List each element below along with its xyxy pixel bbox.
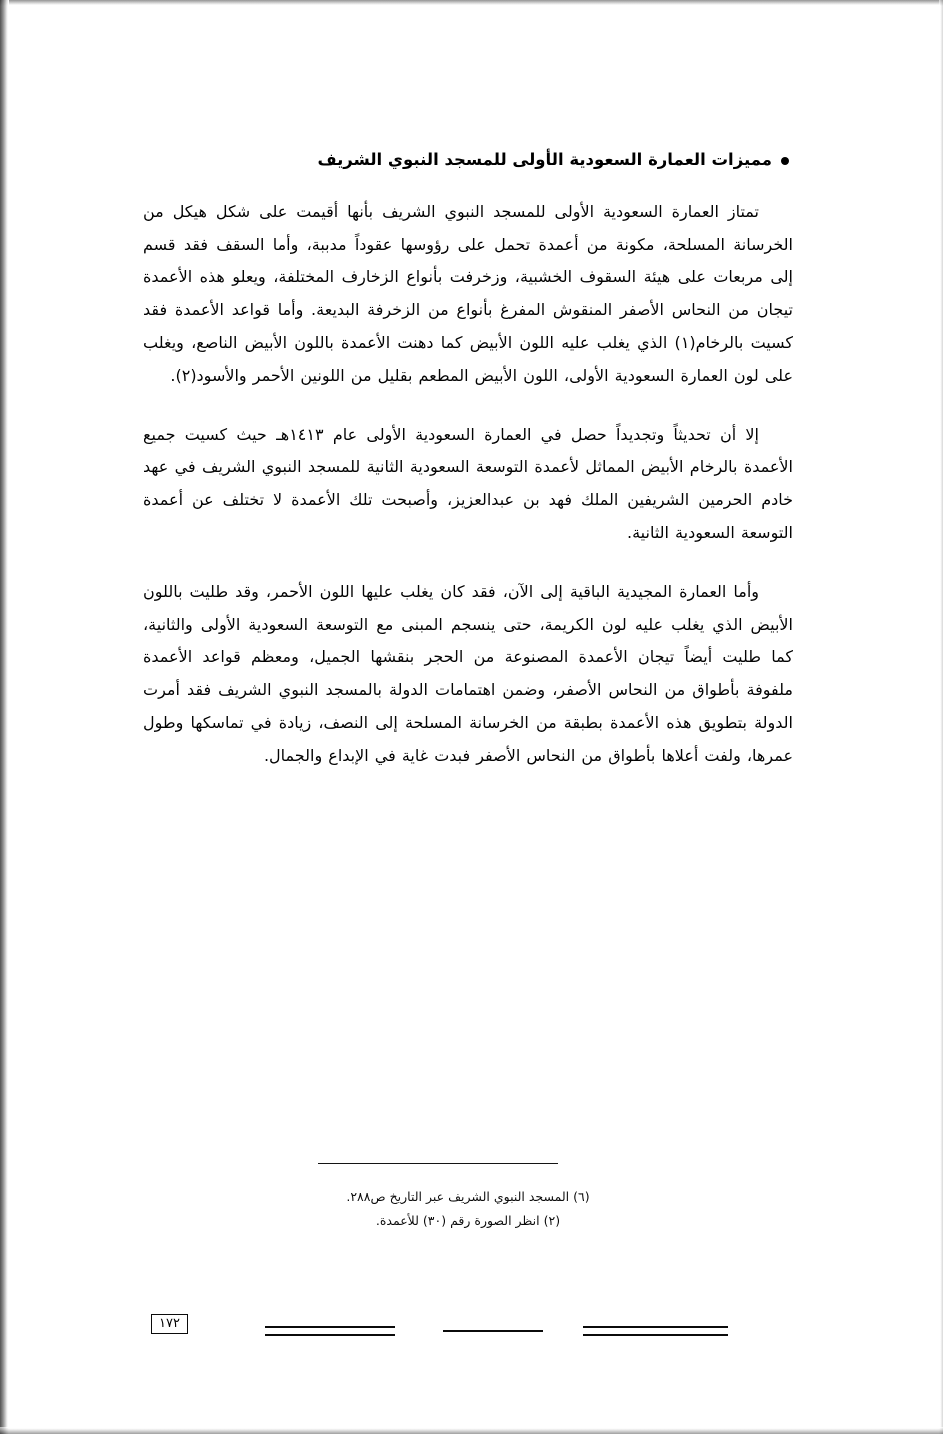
paragraph-2: إلا أن تحديثاً وتجديداً حصل في العمارة السعودية الأولى عام ١٤١٣هـ حيث كسيت جميع الأعمدة بالرخام الأبيض المماثل لأعمدة التوسعة السعودية الثانية للمسجد النبوي الشريف في عهد خادم الحرمين الشريفين الملك فهد بن عبدالعزيز، وأصبحت تلك الأعمدة لا تختلف عن أعمدة التوسعة السعودية الثانية.: [143, 424, 793, 542]
paragraph-3: وأما العمارة المجيدية الباقية إلى الآن، فقد كان يغلب عليها اللون الأحمر، وقد طليت باللون الأبيض الذي يغلب عليه لون الكريمة، حتى ينسجم المبنى مع التوسعة السعودية الأولى والثانية، كما طليت أيضاً تيجان الأعمدة المصنوعة من الحجر بنقشها الجميل، ومعظم قواعد الأعمدة ملفوفة بأطواق من النحاس الأصفر، وضمن اهتمامات الدولة بالمسجد النبوي الشريف فقد أمرت الدولة بتطويق هذه الأعمدة بطبقة من الخرسانة المسلحة إلى النصف، زيادة في تماسكها وطول عمرها، ولفت أعلاها بأطواق من النحاس الأصفر فبدت غاية في الإبداع والجمال.: [143, 581, 793, 765]
scan-edge-top: [0, 0, 943, 6]
page-content: [143, 150, 793, 799]
scan-edge-left: [0, 0, 9, 1434]
footnote-list: [143, 1185, 793, 1233]
page-footer: [0, 1314, 943, 1354]
section-heading: [143, 150, 789, 170]
footnote-item: (٢) انظر الصورة رقم (٣٠) للأعمدة.: [375, 1212, 561, 1228]
footer-rule: [443, 1330, 543, 1332]
paragraph-1: تمتاز العمارة السعودية الأولى للمسجد النبوي الشريف بأنها أقيمت على شكل هيكل من الخرسانة المسلحة، مكونة من أعمدة تحمل على رؤوسها عقوداً مدببة، وأما السقف فقد قسم إلى مربعات على هيئة السقوف الخشبية، وزخرفت بأنواع الزخارف المختلفة، ويعلو هذه الأعمدة تيجان من النحاس الأصفر المنقوش المفرغ بأنواع من الزخرفة البديعة. وأما قواعد الأعمدة فقد كسيت بالرخام(١) الذي يغلب عليه اللون الأبيض كما دهنت الأعمدة باللون الأبيض الناصع، ويغلب على لون العمارة السعودية الأولى، اللون الأبيض المطعم بقليل من اللونين الأحمر والأسود(٢).: [143, 201, 794, 385]
footer-rule: [265, 1326, 395, 1328]
footer-rule: [583, 1326, 728, 1328]
footnote-separator: [318, 1163, 558, 1164]
bullet-icon: [781, 157, 789, 165]
footnote-item: (٦) المسجد النبوي الشريف عبر التاريخ ص٢٨٨.: [346, 1189, 590, 1204]
page-number: ١٧٢: [151, 1314, 188, 1334]
footer-rule: [265, 1334, 395, 1336]
scan-edge-right: [939, 0, 943, 1434]
scan-edge-bottom: [0, 1427, 943, 1434]
section-heading-label: مميزات العمارة السعودية الأولى للمسجد النبوي الشريف: [317, 150, 772, 169]
footer-rule: [583, 1334, 728, 1336]
